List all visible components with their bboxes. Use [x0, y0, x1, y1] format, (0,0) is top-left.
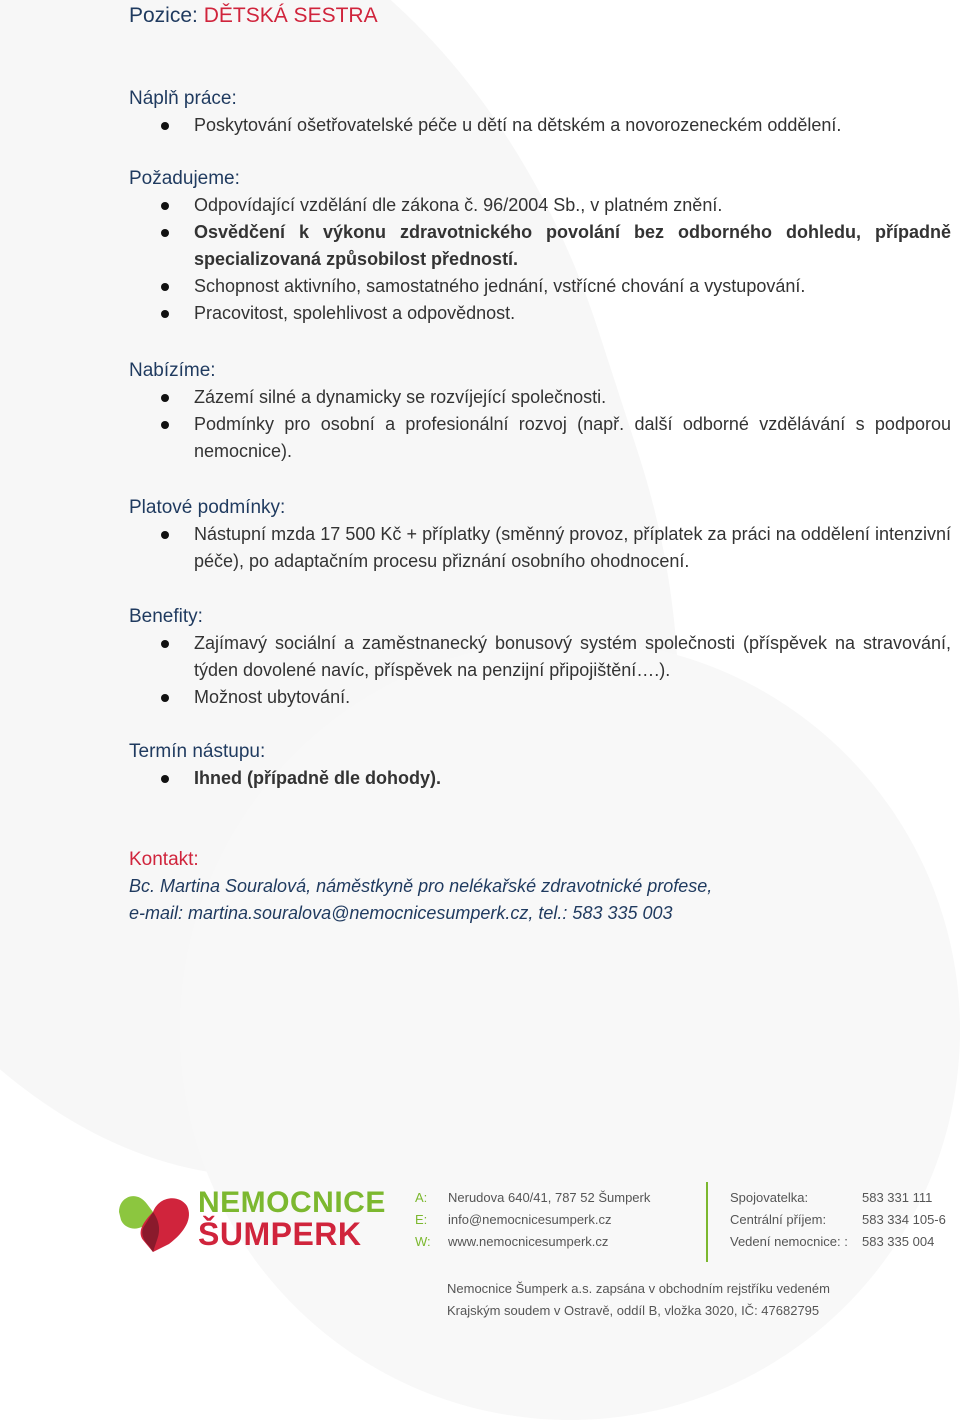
page-title — [129, 4, 378, 28]
phone-label: Spojovatelka: — [730, 1190, 809, 1205]
footer-divider — [706, 1182, 708, 1262]
list-item-text: Podmínky pro osobní a profesionální rozvoj (např. další odborné vzdělávání s podporou nemocnice). — [194, 414, 951, 461]
bullet-list — [129, 521, 951, 575]
section-heading: Benefity: — [129, 606, 203, 627]
list-item-text: Ihned (případně dle dohody). — [194, 768, 441, 788]
list-item-text: Nástupní mzda 17 500 Kč + příplatky (směnný provoz, příplatek za práci na oddělení intenzivní péče), po adaptačním procesu přiznání osobního ohodnocení. — [194, 524, 951, 571]
bullet-icon — [161, 640, 169, 648]
bullet-icon — [161, 775, 169, 783]
title-prefix: Pozice: — [129, 4, 204, 27]
email-key: E: — [415, 1212, 428, 1227]
list-item-text: Schopnost aktivního, samostatného jednání, vstřícné chování a vystupování. — [194, 276, 806, 296]
section-kontakt — [129, 846, 951, 927]
section-termin-nastupu — [129, 738, 951, 792]
list-item-text: Možnost ubytování. — [194, 687, 351, 707]
bullet-icon — [161, 421, 169, 429]
phone-label: Vedení nemocnice: : — [730, 1234, 848, 1249]
list-item-text: Zajímavý sociální a zaměstnanecký bonusový systém společnosti (příspěvek na stravování, týden dovolené navíc, příspěvek na penzijní připojištění….). — [194, 633, 951, 680]
list-item — [129, 192, 951, 219]
bullet-icon — [161, 229, 169, 237]
kontakt-heading: Kontakt: — [129, 849, 199, 870]
bullet-list — [129, 765, 951, 792]
list-item — [129, 273, 951, 300]
list-item-text: Osvědčení k výkonu zdravotnického povolání bez odborného dohledu, případně specializovaná způsobilost předností. — [194, 222, 951, 269]
list-item — [129, 300, 951, 327]
address-value: Nerudova 640/41, 787 52 Šumperk — [448, 1190, 651, 1205]
section-nabizime — [129, 357, 951, 465]
list-item-text: Zázemí silné a dynamicky se rozvíjející společnosti. — [194, 387, 607, 407]
list-item — [129, 411, 951, 465]
bullet-list — [129, 112, 951, 139]
section-platove-podminky — [129, 494, 951, 575]
list-item — [129, 684, 951, 711]
section-heading: Nabízíme: — [129, 360, 216, 381]
section-pozadujeme — [129, 165, 951, 327]
list-item — [129, 521, 951, 575]
web-value[interactable]: www.nemocnicesumperk.cz — [448, 1234, 609, 1249]
legal-text: Nemocnice Šumperk a.s. zapsána v obchodním rejstříku vedeném — [447, 1281, 830, 1296]
bullet-icon — [161, 122, 169, 130]
section-napln-prace — [129, 85, 951, 139]
list-item-text: Poskytování ošetřovatelské péče u dětí na dětském a novorozeneckém oddělení. — [194, 115, 842, 135]
logo-text-sumperk: ŠUMPERK — [198, 1216, 362, 1252]
list-item-text: Odpovídající vzdělání dle zákona č. 96/2004 Sb., v platném znění. — [194, 195, 723, 215]
list-item-text: Pracovitost, spolehlivost a odpovědnost. — [194, 303, 516, 323]
legal-text: Krajským soudem v Ostravě, oddíl B, vložka 3020, IČ: 47682795 — [447, 1303, 820, 1318]
list-item — [129, 630, 951, 684]
kontakt-person: Bc. Martina Souralová, náměstkyně pro nelékařské zdravotnické profese, — [129, 876, 713, 896]
list-item — [129, 765, 951, 792]
web-key: W: — [415, 1234, 431, 1249]
bullet-icon — [161, 202, 169, 210]
bullet-list — [129, 630, 951, 711]
address-key: A: — [415, 1190, 428, 1205]
logo-text-nemocnice: NEMOCNICE — [198, 1186, 386, 1219]
list-item — [129, 112, 951, 139]
bullet-icon — [161, 531, 169, 539]
footer — [0, 1170, 960, 1358]
list-item — [129, 384, 951, 411]
phone-number: 583 334 105-6 — [862, 1212, 946, 1227]
section-benefity — [129, 603, 951, 711]
section-heading: Termín nástupu: — [129, 741, 266, 762]
bullet-icon — [161, 310, 169, 318]
bullet-icon — [161, 394, 169, 402]
bullet-icon — [161, 283, 169, 291]
bullet-list — [129, 192, 951, 327]
hospital-logo-icon — [113, 1188, 193, 1252]
bullet-list — [129, 384, 951, 465]
position-name: DĚTSKÁ SESTRA — [203, 4, 378, 27]
section-heading: Náplň práce: — [129, 88, 237, 109]
list-item — [129, 219, 951, 273]
phone-number: 583 335 004 — [862, 1234, 935, 1249]
bullet-icon — [161, 694, 169, 702]
phone-number: 583 331 111 — [862, 1190, 933, 1205]
kontakt-email-phone[interactable]: e-mail: martina.souralova@nemocnicesumperk.cz, tel.: 583 335 003 — [129, 903, 673, 923]
section-heading: Požadujeme: — [129, 168, 240, 189]
section-heading: Platové podmínky: — [129, 497, 286, 518]
email-value[interactable]: info@nemocnicesumperk.cz — [448, 1212, 612, 1227]
phone-label: Centrální příjem: — [730, 1212, 827, 1227]
